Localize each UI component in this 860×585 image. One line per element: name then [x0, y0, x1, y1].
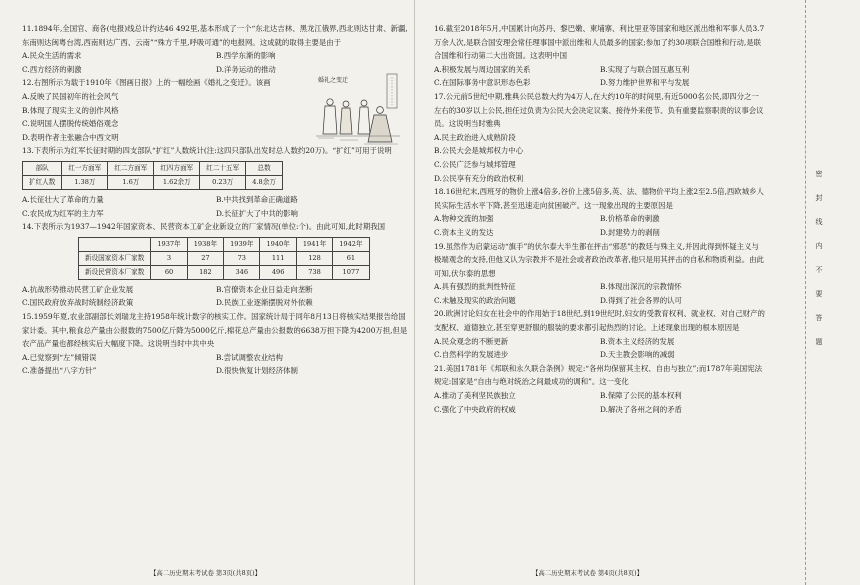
option-a[interactable]: A.推动了美利坚民族独立	[434, 391, 516, 401]
option-d[interactable]: D.努力维护世界和平与发展	[600, 78, 690, 88]
option-a[interactable]: A.民众生活的需求	[22, 51, 82, 61]
option-b[interactable]: B.实现了与联合国互惠互利	[600, 64, 690, 74]
table-header: 1942年	[333, 237, 369, 251]
table-cell: 73	[224, 251, 260, 265]
seal-line-notice: 密封线内不要答题	[815, 170, 823, 362]
option-b[interactable]: B.官僚资本企业日益走向垄断	[216, 284, 313, 294]
question-18	[420, 185, 766, 239]
option-a[interactable]: A.民众观念的不断更新	[434, 336, 509, 346]
table-cell: 1.38万	[62, 175, 108, 189]
option-c[interactable]: C.农民成为红军的主力军	[22, 208, 104, 218]
table-header: 1941年	[296, 237, 332, 251]
question-11	[8, 22, 410, 76]
option-c[interactable]: C.西方经济的刺激	[22, 64, 82, 74]
option-c[interactable]: C.资本主义的发达	[434, 227, 494, 237]
option-d[interactable]: D.公民享有充分的政治权利	[434, 173, 524, 183]
option-a[interactable]: A.民主政治进入成熟阶段	[434, 132, 516, 142]
table-cell: 27	[187, 251, 223, 265]
option-b[interactable]: B.公民大会是城邦权力中心	[434, 146, 524, 156]
table-cell: 738	[296, 265, 332, 279]
option-a[interactable]: A.长征壮大了革命的力量	[22, 194, 104, 204]
question-stem: 16.截至2018年5月,中国累计向苏丹、黎巴嫩、柬埔寨、利比里亚等国家和地区派出维和军事人员3.7万余人次,是联合国安理会常任理事国中派出维和人员最多的国家;参加了约30项联合国维和行动,是联合国维和行动第二大出资国。这表明中国	[434, 24, 765, 61]
option-d[interactable]: D.封建势力的剥削	[600, 227, 660, 237]
table-header: 1937年	[151, 237, 187, 251]
option-d[interactable]: D.很快恢复计划经济体制	[216, 366, 298, 376]
table-header: 1938年	[187, 237, 223, 251]
painting-title: 婚礼之变迁	[318, 77, 349, 85]
table-cell: 1.6万	[108, 175, 154, 189]
question-stem: 15.1959年夏,农业部副部长刘瑞龙主持1958年统计数字的核实工作。国家统计局于同年8月13日将核实结果报告给国家计委。其中,粮食总产量由公报数的7500亿斤降为5000亿斤,棉花总产量由公报数的6638万担下降为4200万担,但是农产品产量也都经核实后大幅度下降。这说明当时中共中央	[22, 311, 408, 349]
table-header	[79, 237, 151, 251]
option-a[interactable]: A.物种交流的加强	[434, 214, 494, 224]
question-21	[420, 362, 766, 416]
table-header: 1940年	[260, 237, 296, 251]
option-a[interactable]: A.具有强烈的批判性特征	[434, 282, 516, 292]
row-label: 新设国家资本厂家数	[79, 251, 151, 265]
table-header: 红一方面军	[62, 161, 108, 175]
table-cell: 0.23万	[200, 175, 246, 189]
question-20	[420, 307, 766, 361]
question-stem: 11.1894年,全国官、商各(电报)线总计约达46 492里,基本形成了一个“东北达吉林、黑龙江俄界,西北则达甘肃、新疆,东南则达闽粤台湾,西南则达广西、云南”“殊方千里,呼吸可通”的电报网。这成就的取得主要是由于	[22, 24, 408, 47]
table-cell: 1.62余万	[154, 175, 200, 189]
table-cell: 4.8余万	[246, 175, 283, 189]
table-header: 1939年	[224, 237, 260, 251]
table-cell: 182	[187, 265, 223, 279]
table-header: 红二十五军	[200, 161, 246, 175]
option-b[interactable]: B.西学东渐的影响	[216, 51, 276, 61]
option-c[interactable]: C.准备提出“八字方针”	[22, 366, 97, 376]
option-c[interactable]: C.未触及现实的政治问题	[434, 295, 516, 305]
option-d[interactable]: D.表明作者主张融合中西文明	[22, 132, 119, 142]
expansion-table	[22, 161, 283, 190]
option-b[interactable]: B.体现出深沉的宗教情怀	[600, 282, 682, 292]
option-d[interactable]: D.得到了社会各界的认可	[600, 295, 682, 305]
question-19	[420, 240, 766, 308]
table-cell: 128	[296, 251, 332, 265]
question-stem: 13.下表所示为红军长征时期的四支部队“扩红”人数统计(注:这四只部队出发时总人数约20万)。“扩红”可用于说明	[22, 146, 392, 156]
option-b[interactable]: B.尝试调整农业结构	[216, 352, 283, 362]
factory-table	[78, 237, 370, 280]
question-14	[8, 220, 410, 310]
option-a[interactable]: A.已觉察到“左”倾错误	[22, 352, 97, 362]
question-stem: 17.公元前5世纪中期,雅典公民总数大约为4万人,在大约10年的时间里,有近5000名公民,即四分之一左右的30岁以上公民,担任过负责为公民大会决定议案、接待外来使节、负有重要监察职责的议事会议员。这说明当时雅典	[434, 91, 764, 129]
question-stem: 12.右图所示为载于1910年《图画日报》上的一幅绘画《婚礼之变迁》。该画	[22, 78, 271, 88]
exam-page-4	[420, 22, 766, 561]
table-cell: 346	[224, 265, 260, 279]
table-header: 部队	[23, 161, 62, 175]
question-16	[420, 22, 766, 90]
table-header: 红二方面军	[108, 161, 154, 175]
question-15	[8, 310, 410, 378]
table-cell: 3	[151, 251, 187, 265]
option-b[interactable]: B.中共找到革命正确道路	[216, 194, 298, 204]
row-label: 新设民营资本厂家数	[79, 265, 151, 279]
table-row	[79, 251, 370, 265]
option-d[interactable]: D.长征扩大了中共的影响	[216, 208, 298, 218]
table-cell: 111	[260, 251, 296, 265]
option-c[interactable]: C.在国际事务中意识形态色彩	[434, 78, 531, 88]
option-a[interactable]: A.抗战形势推动民营工矿企业发展	[22, 284, 134, 294]
table-header: 总数	[246, 161, 283, 175]
question-13	[8, 144, 410, 220]
page-divider	[414, 0, 415, 585]
question-stem: 20.欧洲讨论妇女在社会中的作用始于18世纪,到19世纪时,妇女的受教育权利、就业权、对自己财产的支配权、道德独立,甚至穿更舒服的服装的要求都引起热烈的讨论。上述现象出现的根本原因是	[434, 309, 765, 333]
exam-page-3	[8, 22, 410, 561]
table-cell: 扩红人数	[23, 175, 62, 189]
question-12	[8, 76, 410, 144]
option-a[interactable]: A.积极发展与周边国家的关系	[434, 64, 531, 74]
question-stem: 21.美国1781年《邦联和永久联合条例》规定:“各州均保留其主权、自由与独立”;而1787年美国宪法规定:国家是“自由与绝对统治之间最成功的调和”。这一变化	[434, 363, 762, 387]
option-c[interactable]: C.自然科学的发展进步	[434, 350, 509, 360]
table-cell: 496	[260, 265, 296, 279]
table-header: 红四方面军	[154, 161, 200, 175]
option-d[interactable]: D.民族工业逐渐摆脱对外依赖	[216, 298, 313, 308]
option-c[interactable]: C.国民政府放弃战时统制经济政策	[22, 298, 134, 308]
page-footer: 【高二历史期末考试卷 第4页(共8页)】	[532, 569, 644, 577]
option-d[interactable]: D.天主教会影响的减弱	[600, 350, 675, 360]
option-a[interactable]: A.反映了民国初年的社会风气	[22, 91, 119, 101]
question-stem: 18.16世纪末,西班牙的物价上涨4倍多,谷价上涨5倍多,英、法、德物价平均上涨2至2.5倍,西欧城乡人民实际生活水平下降,甚至迅速走向贫困破产。这一现象出现的主要原因是	[434, 187, 764, 210]
table-cell: 60	[151, 265, 187, 279]
option-d[interactable]: D.洋务运动的推动	[216, 64, 276, 74]
option-c[interactable]: C.强化了中央政府的权威	[434, 404, 516, 414]
question-stem: 14.下表所示为1937—1942年国家资本、民营资本工矿企业新设立的厂家情况(单位:个)。由此可知,此时期我国	[22, 222, 385, 232]
option-b[interactable]: B.体现了现实主义的创作风格	[22, 105, 119, 115]
table-row	[79, 265, 370, 279]
wedding-painting-illustration	[312, 72, 404, 152]
option-b[interactable]: B.价格革命的刺激	[600, 214, 660, 224]
table-cell: 1077	[333, 265, 369, 279]
option-b[interactable]: B.保障了公民的基本权利	[600, 391, 682, 401]
option-b[interactable]: B.资本主义经济的发展	[600, 336, 675, 346]
question-17	[420, 90, 766, 185]
option-c[interactable]: C.说明国人摆脱传统婚俗观念	[22, 119, 119, 129]
option-d[interactable]: D.解决了各州之间的矛盾	[600, 404, 682, 414]
table-cell: 61	[333, 251, 369, 265]
page-footer: 【高二历史期末考试卷 第3页(共8页)】	[150, 569, 262, 577]
option-c[interactable]: C.公民广泛参与城邦管理	[434, 159, 516, 169]
question-stem: 19.虽然作为启蒙运动“旗手”的伏尔泰大半生都在抨击“邪恶”的教廷与殊主义,并因此得到怀疑主义与极端观念的支持,但他又认为宗教并不是社会或者政治改革者,他只是用其抨击的自私和物质利益。由此可知,伏尔泰的思想	[434, 241, 764, 278]
